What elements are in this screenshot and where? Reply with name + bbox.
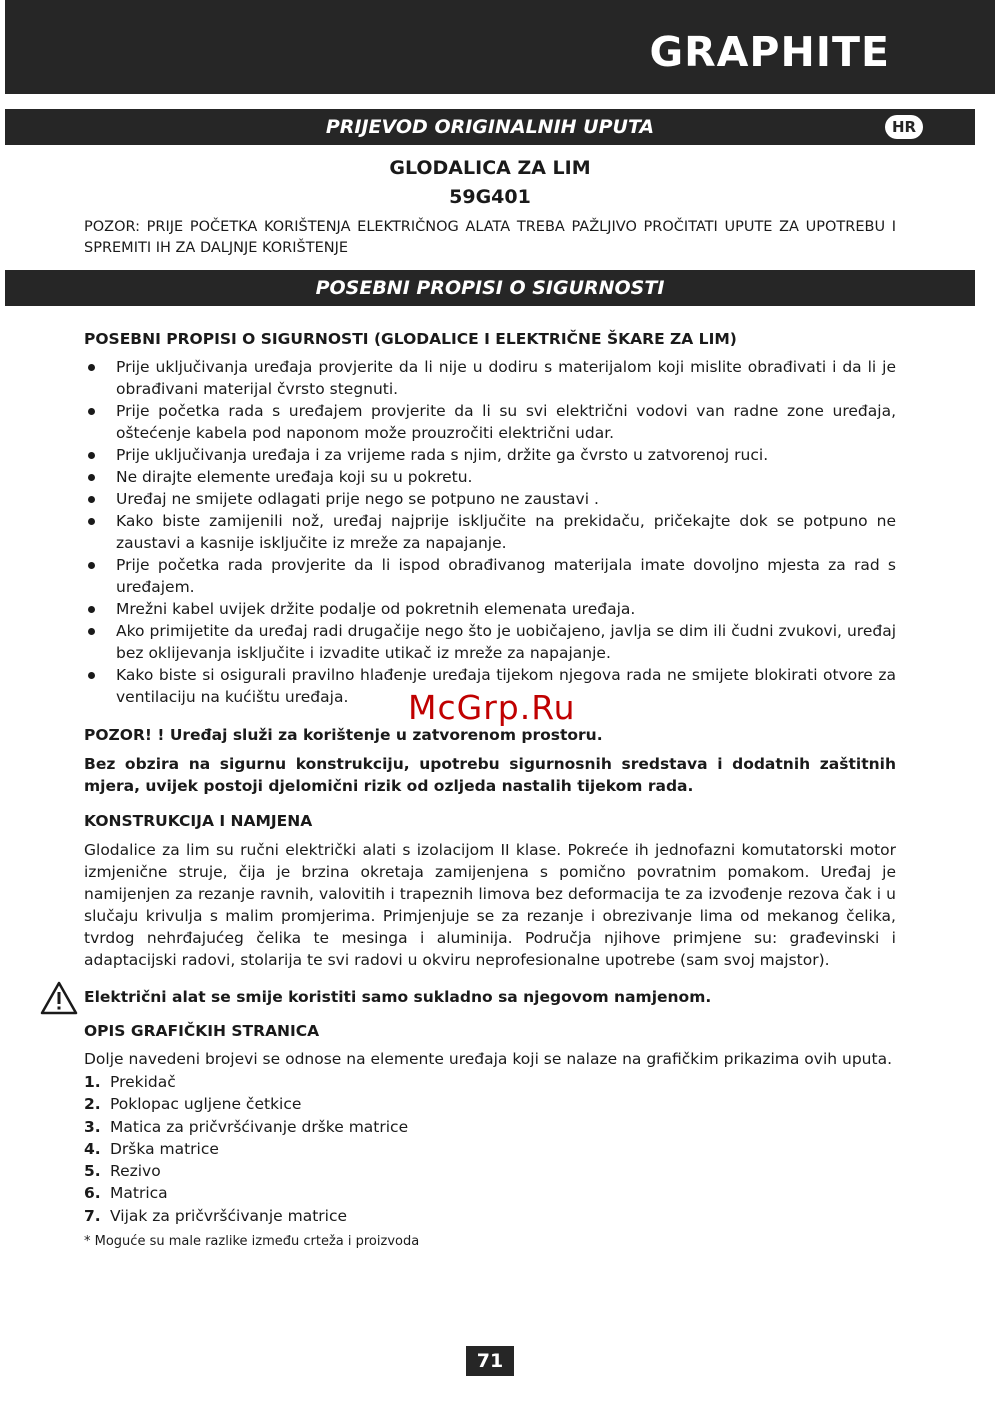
product-name: GLODALICA ZA LIM [389, 157, 591, 179]
list-item: Ne dirajte elemente uređaja koji su u pokretu. [84, 466, 896, 488]
parts-list [84, 1071, 408, 1227]
list-item: Ako primijetite da uređaj radi drugačije nego što je uobičajeno, javlja se dim ili čudni zvukovi, uređaj bez oklijevanja isključite i izvadite utikač iz mreže za napajanje. [84, 620, 896, 664]
list-item: Kako biste si osigurali pravilno hlađenje uređaja tijekom njegova rada ne smijete blokirati otvore za ventilaciju na kućištu uređaja. [84, 664, 896, 708]
list-item [84, 1182, 408, 1204]
safety-list [84, 356, 896, 708]
product-model: 59G401 [449, 186, 531, 208]
list-item [84, 1116, 408, 1138]
footnote: * Moguće su male razlike između crteža i proizvoda [84, 1234, 420, 1249]
item-label: Prekidač [110, 1073, 176, 1091]
graphics-intro: Dolje navedeni brojevi se odnose na elemente uređaja koji se nalaze na grafičkim prikazima ovih uputa. [84, 1050, 893, 1068]
item-label: Matica za pričvršćivanje drške matrice [110, 1117, 409, 1136]
list-item: Prije početka rada provjerite da li ispod obrađivanog materijala imate dovoljno mjesta za rad s uređajem. [84, 554, 896, 598]
construction-text: Glodalice za lim su ručni električki alati s izolacijom II klase. Pokreće ih jednofazni komutatorski motor izmjenične struje, čija je brzina okretaja zamijenjena s pomično povratnim pomakom. Uređaj je namijenjen za rezanje ravnih, valovitih i trapeznih limova bez deformacija te za izvođenje rezova čak i u slučaju krivulja s malim promjerima. Primjenjuje se za rezanje i obrezivanje lima od mekanog čelika, tvrdog nehrđajućeg čelika te mesinga i aluminija. Područja njihove primjene su: građevinski i adaptacijski radovi, stolarija te svi radovi u okviru neprofesionalne upotrebe (sam svoj majstor). [84, 841, 896, 969]
list-item: Prije uključivanja uređaja provjerite da li nije u dodiru s materijalom koji mislite obrađivati i da li je obrađivani materijal čvrsto stegnuti. [84, 356, 896, 400]
item-number: 1. [84, 1073, 101, 1091]
graphics-heading: OPIS GRAFIČKIH STRANICA [84, 1022, 320, 1040]
language-badge: HR [885, 115, 923, 139]
item-number: 2. [84, 1095, 101, 1114]
list-item [84, 1071, 408, 1093]
list-item [84, 1160, 408, 1182]
warning-intro: POZOR: PRIJE POČETKA KORIŠTENJA ELEKTRIČNOG ALATA TREBA PAŽLJIVO PROČITATI UPUTE ZA UPOTREBU I SPREMITI IH ZA DALJNJE KORIŠTENJE [84, 219, 896, 256]
residual-risk-note: Bez obzira na sigurnu konstrukciju, upotrebu sigurnosnih sredstava i dodatnih zaštitnih mjera, uvijek postoji djelomični rizik od ozljeda nastalih tijekom rada. [84, 755, 896, 795]
header-bar [5, 0, 995, 94]
item-label: Poklopac ugljene četkice [110, 1095, 302, 1114]
warning-triangle-icon [40, 981, 78, 1015]
watermark: McGrp.Ru [408, 688, 576, 727]
section-title: PRIJEVOD ORIGINALNIH UPUTA [325, 116, 655, 138]
list-item: Mrežni kabel uvijek držite podalje od pokretnih elemenata uređaja. [84, 598, 896, 620]
construction-heading: KONSTRUKCIJA I NAMJENA [84, 812, 313, 830]
list-item: Prije uključivanja uređaja i za vrijeme rada s njim, držite ga čvrsto u zatvorenoj ruci. [84, 444, 896, 466]
list-item [84, 1138, 408, 1160]
list-item: Kako biste zamijenili nož, uređaj najprije isključite na prekidaču, pričekajte dok se potpuno ne zaustavi a kasnije isključite iz mreže za napajanje. [84, 510, 896, 554]
item-label: Matrica [110, 1184, 168, 1203]
intended-use-warning: Električni alat se smije koristiti samo sukladno sa njegovom namjenom. [84, 988, 712, 1006]
list-item: Prije početka rada s uređajem provjerite da li su svi električni vodovi van radne zone uređaja, oštećenje kabela pod naponom može prouzročiti električni udar. [84, 400, 896, 444]
item-number: 4. [84, 1139, 101, 1158]
list-item [84, 1093, 408, 1115]
item-number: 6. [84, 1184, 101, 1203]
list-item: Uređaj ne smijete odlagati prije nego se potpuno ne zaustavi . [84, 488, 896, 510]
list-item [84, 1205, 408, 1227]
section-bar-translation [5, 109, 975, 145]
item-label: Vijak za pričvršćivanje matrice [110, 1206, 348, 1225]
section-bar-safety [5, 270, 975, 306]
item-number: 5. [84, 1162, 101, 1181]
brand-logo: GRAPHITE [649, 28, 890, 76]
indoor-use-note: POZOR! ! Uređaj služi za korištenje u zatvorenom prostoru. [84, 726, 603, 744]
page-number: 71 [466, 1346, 514, 1376]
safety-heading: POSEBNI PROPISI O SIGURNOSTI (GLODALICE I ELEKTRIČNE ŠKARE ZA LIM) [84, 330, 737, 348]
item-number: 3. [84, 1117, 101, 1136]
section-title: POSEBNI PROPISI O SIGURNOSTI [315, 277, 665, 299]
item-label: Rezivo [110, 1162, 161, 1181]
item-number: 7. [84, 1206, 101, 1225]
item-label: Drška matrice [110, 1139, 219, 1158]
